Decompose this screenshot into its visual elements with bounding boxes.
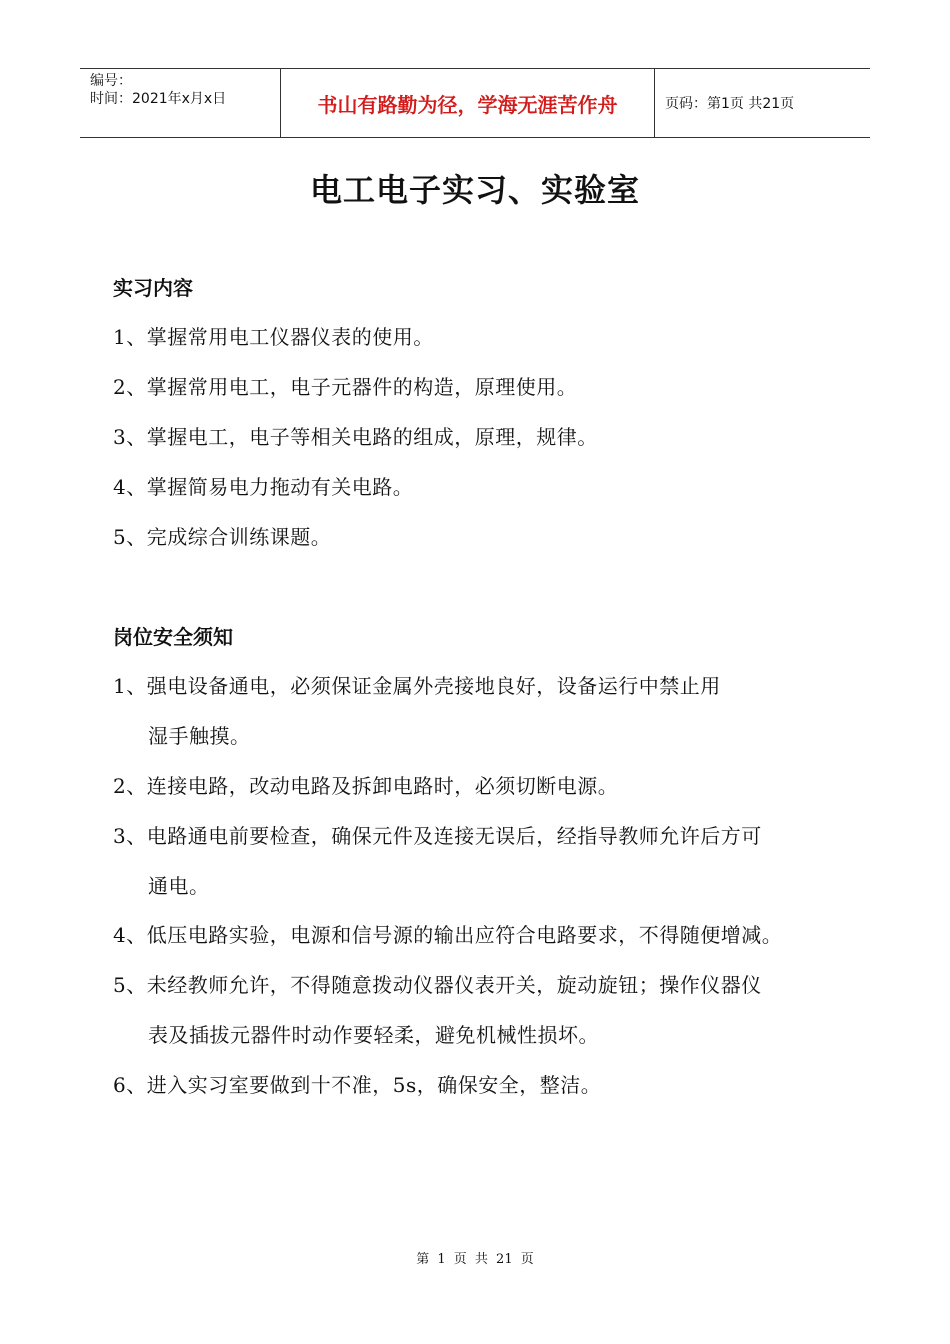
safety-line-continued: 表及插拔元器件时动作要轻柔，避免机械性损坏。 [148,1023,599,1047]
safety-line: 2、连接电路，改动电路及拆卸电路时，必须切断电源。 [113,774,619,798]
practice-item: 4、掌握简易电力拖动有关电路。 [113,475,414,499]
header-table [80,68,870,138]
document-title: 电工电子实习、实验室 [309,171,640,209]
safety-line-continued: 通电。 [148,874,210,898]
safety-line-continued: 湿手触摸。 [148,724,251,748]
time-label: 时间：2021年x月x日 [90,91,227,107]
header-left-cell [80,69,281,137]
safety-line: 5、未经教师允许，不得随意拨动仪器仪表开关，旋动旋钮；操作仪器仪 [113,973,762,997]
header-page-info: 页码：第1页 共21页 [665,96,795,112]
practice-item: 3、掌握电工，电子等相关电路的组成，原理，规律。 [113,425,598,449]
safety-line: 3、电路通电前要检查，确保元件及连接无误后，经指导教师允许后方可 [113,824,762,848]
practice-item: 2、掌握常用电工，电子元器件的构造，原理使用。 [113,375,578,399]
safety-line: 1、强电设备通电，必须保证金属外壳接地良好，设备运行中禁止用 [113,674,721,698]
section-heading-practice-content: 实习内容 [113,276,193,300]
header-motto: 书山有路勤为径，学海无涯苦作舟 [281,69,655,137]
section-heading-safety: 岗位安全须知 [113,625,233,649]
safety-line: 4、低压电路实验，电源和信号源的输出应符合电路要求，不得随便增减。 [113,923,783,947]
number-label: 编号： [90,73,132,89]
practice-item: 5、完成综合训练课题。 [113,525,332,549]
page-footer: 第 1 页 共 21 页 [416,1252,534,1267]
practice-item: 1、掌握常用电工仪器仪表的使用。 [113,325,434,349]
safety-line: 6、进入实习室要做到十不准，5s，确保安全，整洁。 [113,1073,602,1097]
